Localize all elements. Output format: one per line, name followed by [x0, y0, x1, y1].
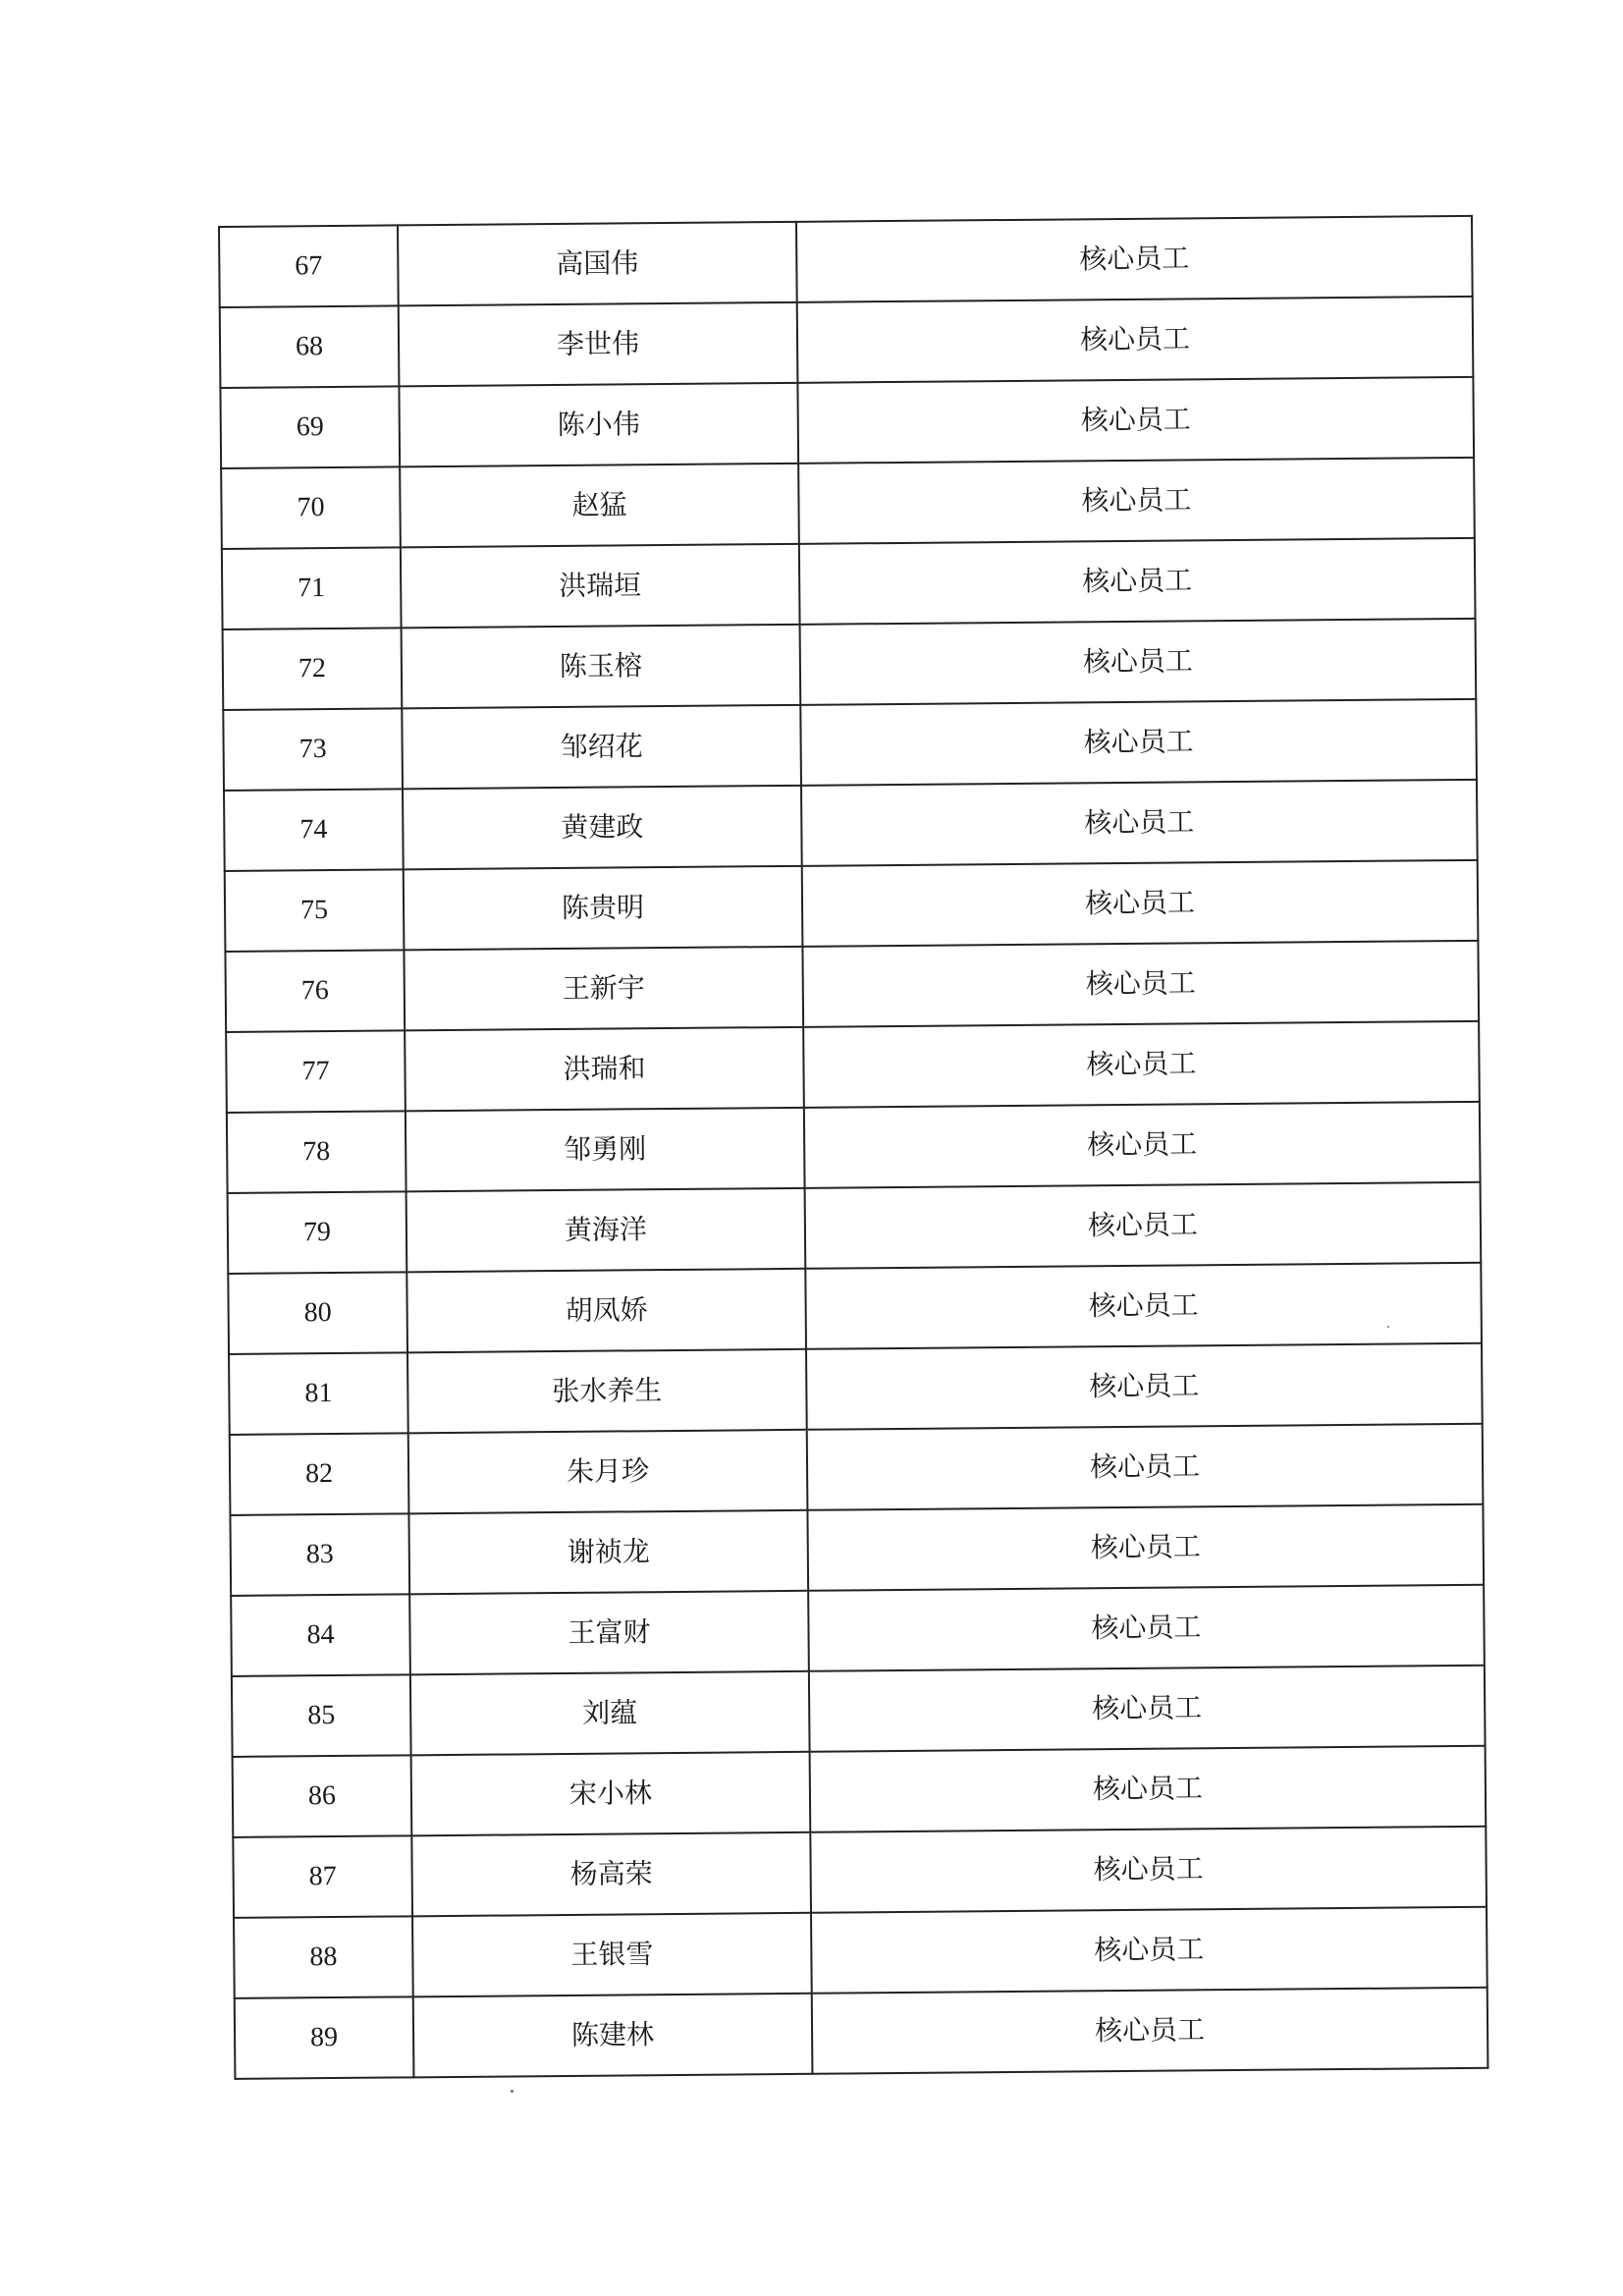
row-number-cell: 75: [225, 869, 405, 952]
table-row: [234, 1907, 1488, 1998]
employee-category-cell: 核心员工: [800, 699, 1477, 786]
table-row: [226, 1021, 1480, 1113]
row-number-cell: 70: [221, 466, 401, 549]
row-number-cell: 88: [234, 1916, 413, 1998]
table-row: [221, 458, 1475, 549]
employee-name-cell: 宋小林: [411, 1752, 811, 1836]
table-row: [232, 1666, 1486, 1757]
row-number-cell: 73: [223, 708, 403, 791]
table-row: [225, 941, 1479, 1032]
table-row: [219, 216, 1473, 307]
row-number-cell: 86: [233, 1755, 412, 1837]
employee-name-cell: 陈小伟: [399, 383, 798, 467]
employee-name-cell: 刘蕴: [410, 1671, 810, 1756]
employee-category-cell: 核心员工: [810, 1746, 1487, 1832]
employee-category-cell: 核心员工: [802, 860, 1479, 947]
employee-name-cell: 胡凤娇: [406, 1269, 806, 1353]
employee-name-cell: 洪瑞垣: [401, 544, 800, 629]
table-row: [235, 1988, 1488, 2079]
row-number-cell: 77: [226, 1030, 406, 1113]
table-row: [223, 699, 1477, 791]
row-number-cell: 85: [232, 1674, 411, 1757]
row-number-cell: 74: [224, 789, 404, 871]
row-number-cell: 72: [223, 628, 403, 710]
employee-category-cell: 核心员工: [803, 1021, 1480, 1108]
employee-category-cell: 核心员工: [812, 1988, 1488, 2074]
table-row: [222, 538, 1476, 629]
table-row: [225, 860, 1479, 952]
table-row: [233, 1827, 1487, 1918]
employee-category-cell: 核心员工: [798, 458, 1475, 544]
employee-name-cell: 洪瑞和: [405, 1027, 804, 1112]
row-number-cell: 84: [231, 1594, 410, 1676]
employee-name-cell: 陈建林: [413, 1994, 813, 2078]
table-row: [229, 1343, 1483, 1435]
employee-name-cell: 朱月珍: [408, 1430, 808, 1514]
row-number-cell: 83: [230, 1513, 409, 1596]
table-row: [227, 1102, 1481, 1193]
employee-category-cell: 核心员工: [809, 1666, 1486, 1752]
row-number-cell: 71: [222, 547, 402, 629]
table-row: [228, 1182, 1482, 1274]
row-number-cell: 78: [227, 1111, 406, 1193]
table-row: [220, 297, 1474, 388]
table-row: [220, 377, 1474, 468]
employee-name-cell: 王富财: [409, 1591, 809, 1675]
employee-category-cell: 核心员工: [797, 297, 1474, 383]
employee-category-cell: 核心员工: [811, 1907, 1488, 1994]
employee-name-cell: 王银雪: [412, 1913, 812, 1997]
row-number-cell: 80: [228, 1272, 407, 1354]
roster-body: [219, 216, 1488, 2079]
scan-speck: [1387, 1326, 1389, 1328]
employee-category-cell: 核心员工: [801, 780, 1478, 866]
row-number-cell: 87: [233, 1835, 412, 1918]
row-number-cell: 82: [230, 1433, 409, 1515]
employee-name-cell: 赵猛: [400, 464, 799, 548]
employee-name-cell: 邹勇刚: [406, 1108, 805, 1192]
employee-name-cell: 王新宇: [404, 947, 803, 1031]
employee-name-cell: 张水养生: [407, 1349, 807, 1434]
table-row: [223, 619, 1477, 710]
row-number-cell: 67: [219, 225, 399, 307]
employee-category-cell: 核心员工: [796, 216, 1473, 302]
employee-category-cell: 核心员工: [807, 1504, 1484, 1591]
employee-name-cell: 陈玉榕: [402, 625, 801, 709]
row-number-cell: 68: [220, 305, 400, 388]
employee-category-cell: 核心员工: [808, 1585, 1485, 1671]
employee-name-cell: 邹绍花: [402, 705, 801, 790]
employee-category-cell: 核心员工: [799, 538, 1476, 625]
row-number-cell: 79: [228, 1191, 407, 1274]
table-row: [231, 1585, 1485, 1676]
employee-name-cell: 高国伟: [398, 222, 797, 306]
table-row: [228, 1263, 1482, 1354]
employee-category-cell: 核心员工: [797, 377, 1474, 464]
employee-name-cell: 杨高荣: [411, 1832, 811, 1917]
employee-category-cell: 核心员工: [804, 1102, 1481, 1188]
table-row: [230, 1504, 1484, 1596]
employee-category-cell: 核心员工: [800, 619, 1477, 705]
row-number-cell: 69: [220, 386, 400, 468]
employee-name-cell: 李世伟: [399, 302, 798, 387]
table-row: [233, 1746, 1487, 1837]
row-number-cell: 89: [235, 1996, 414, 2079]
employee-name-cell: 谢祯龙: [408, 1510, 808, 1595]
employee-category-cell: 核心员工: [810, 1827, 1487, 1913]
employee-category-cell: 核心员工: [806, 1343, 1483, 1430]
employee-name-cell: 陈贵明: [404, 866, 803, 951]
employee-category-cell: 核心员工: [807, 1424, 1484, 1510]
employee-name-cell: 黄海洋: [406, 1188, 806, 1273]
employee-category-cell: 核心员工: [802, 941, 1479, 1027]
employee-roster-table: [218, 215, 1488, 2080]
table-row: [224, 780, 1478, 871]
employee-category-cell: 核心员工: [805, 1263, 1482, 1349]
employee-name-cell: 黄建政: [403, 786, 802, 870]
row-number-cell: 76: [225, 950, 405, 1032]
row-number-cell: 81: [229, 1352, 408, 1435]
employee-category-cell: 核心员工: [805, 1182, 1482, 1269]
table-row: [230, 1424, 1484, 1515]
scan-speck: [511, 2090, 514, 2093]
